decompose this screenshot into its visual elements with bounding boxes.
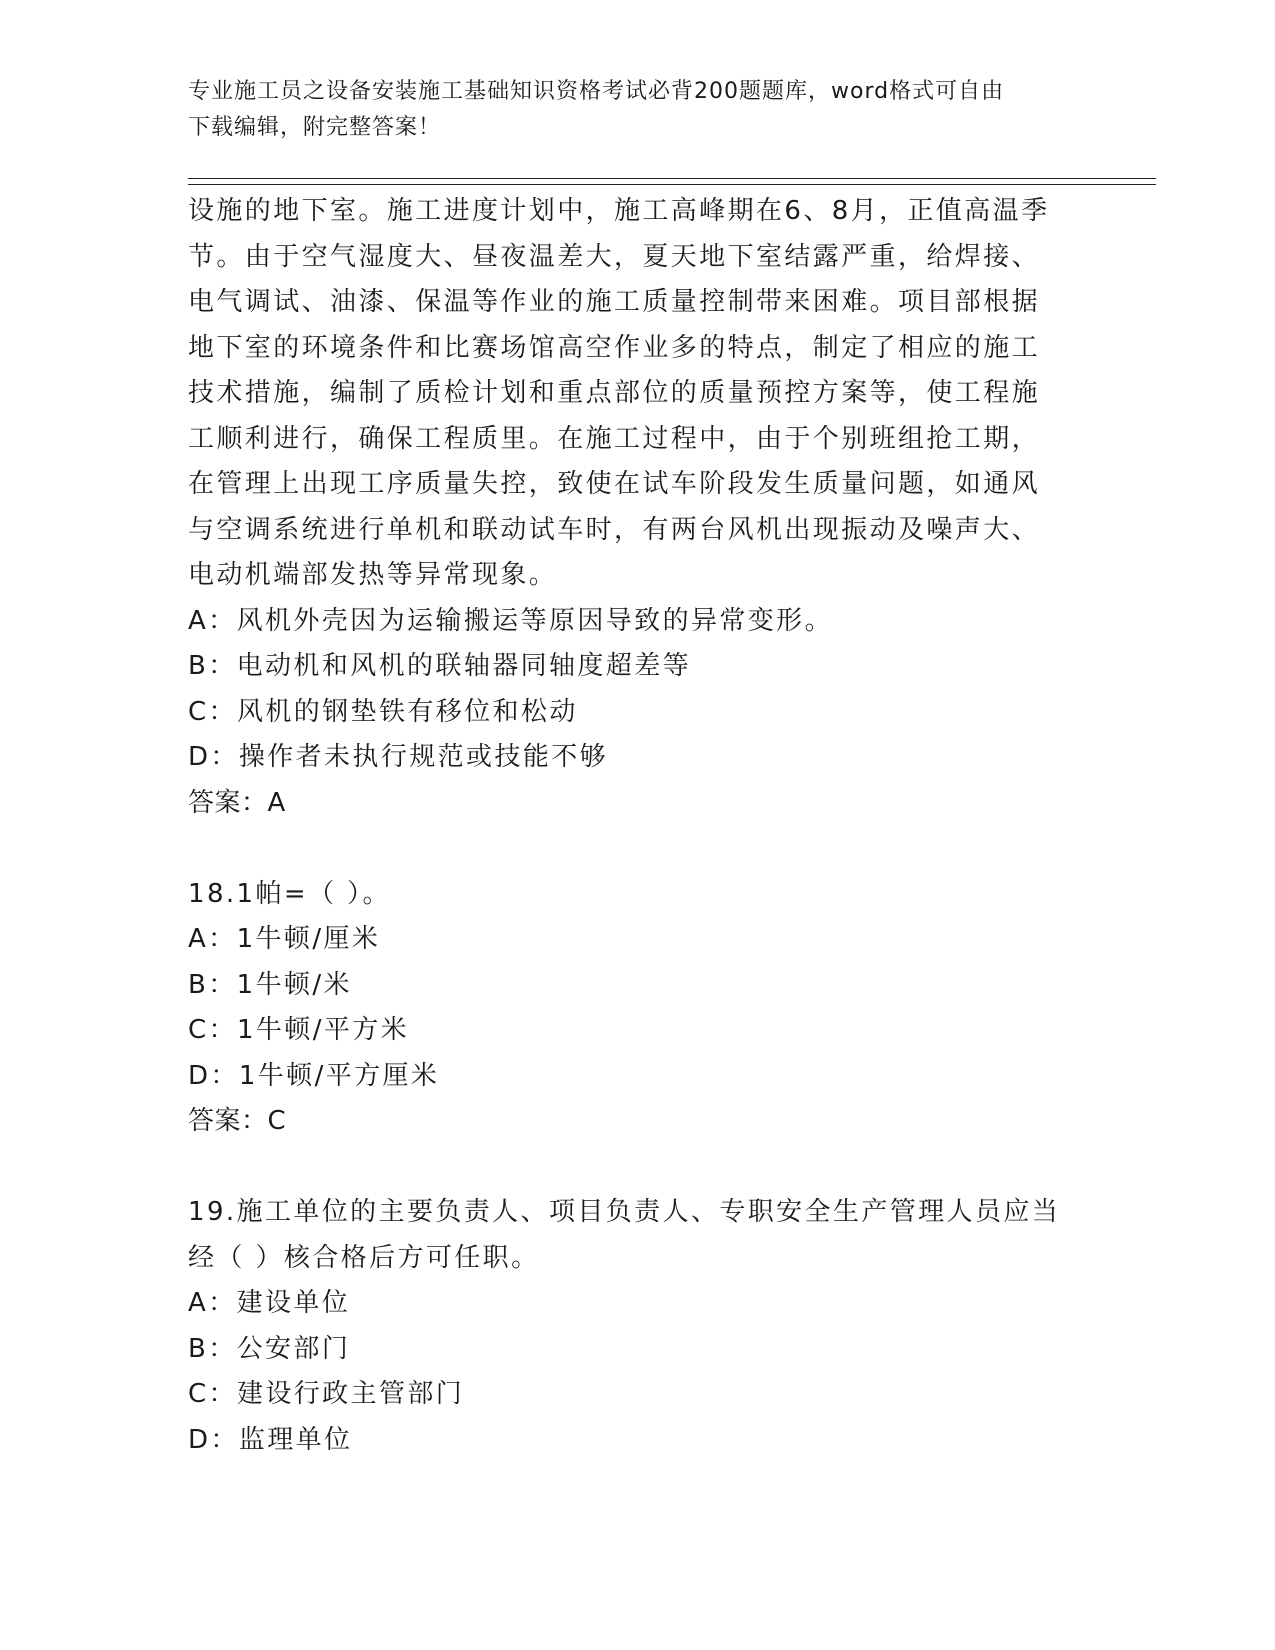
question-stem: 经（ ）核合格后方可任职。	[188, 1242, 540, 1273]
question-17-passage	[188, 189, 1088, 599]
header-divider	[188, 184, 1156, 185]
page-header	[188, 74, 1068, 146]
option-d: D：监理单位	[188, 1424, 353, 1455]
question-stem: 19.施工单位的主要负责人、项目负责人、专职安全生产管理人员应当	[188, 1197, 1061, 1227]
passage-line: 与空调系统进行单机和联动试车时，有两台风机出现振动及噪声大、	[188, 514, 1041, 545]
header-line: 下载编辑，附完整答案！	[188, 115, 442, 140]
passage-line: 节。由于空气湿度大、昼夜温差大，夏天地下室结露严重，给焊接、	[188, 241, 1041, 272]
passage-line: 技术措施，编制了质检计划和重点部位的质量预控方案等，使工程施	[188, 378, 1041, 408]
option-d: D：1牛顿/平方厘米	[188, 1060, 440, 1091]
passage-line: 在管理上出现工序质量失控，致使在试车阶段发生质量问题，如通风	[188, 469, 1041, 499]
passage-line: 设施的地下室。施工进度计划中，施工高峰期在6、8月，正值高温季	[188, 196, 1050, 226]
passage-line: 工顺利进行，确保工程质里。在施工过程中，由于个别班组抢工期，	[188, 423, 1041, 454]
option-a: A：1牛顿/厘米	[188, 924, 381, 954]
option-b: B：1牛顿/米	[188, 969, 352, 1000]
spacer	[188, 1145, 1088, 1191]
option-a: A：风机外壳因为运输搬运等原因导致的异常变形。	[188, 605, 833, 636]
document-body	[188, 189, 1088, 1463]
option-d: D：操作者未执行规范或技能不够	[188, 742, 609, 772]
header-line: 专业施工员之设备安装施工基础知识资格考试必背200题题库，word格式可自由	[188, 79, 1005, 104]
header-divider	[188, 178, 1156, 179]
option-c: C：建设行政主管部门	[188, 1379, 465, 1409]
question-19	[188, 1190, 1088, 1463]
option-a: A：建设单位	[188, 1288, 351, 1318]
question-17-options	[188, 599, 1088, 781]
spacer	[188, 826, 1088, 872]
question-18	[188, 872, 1088, 1145]
option-b: B：电动机和风机的联轴器同轴度超差等	[188, 651, 692, 681]
passage-line: 电气调试、油漆、保温等作业的施工质量控制带来困难。项目部根据	[188, 287, 1041, 317]
option-c: C：1牛顿/平方米	[188, 1015, 410, 1045]
option-b: B：公安部门	[188, 1333, 351, 1364]
question-17-answer: 答案：A	[188, 787, 286, 818]
question-18-answer: 答案：C	[188, 1106, 287, 1136]
question-stem: 18.1帕=（ ）。	[188, 878, 391, 909]
passage-line: 地下室的环境条件和比赛场馆高空作业多的特点，制定了相应的施工	[188, 332, 1041, 363]
passage-line: 电动机端部发热等异常现象。	[188, 560, 558, 590]
option-c: C：风机的钢垫铁有移位和松动	[188, 696, 578, 727]
